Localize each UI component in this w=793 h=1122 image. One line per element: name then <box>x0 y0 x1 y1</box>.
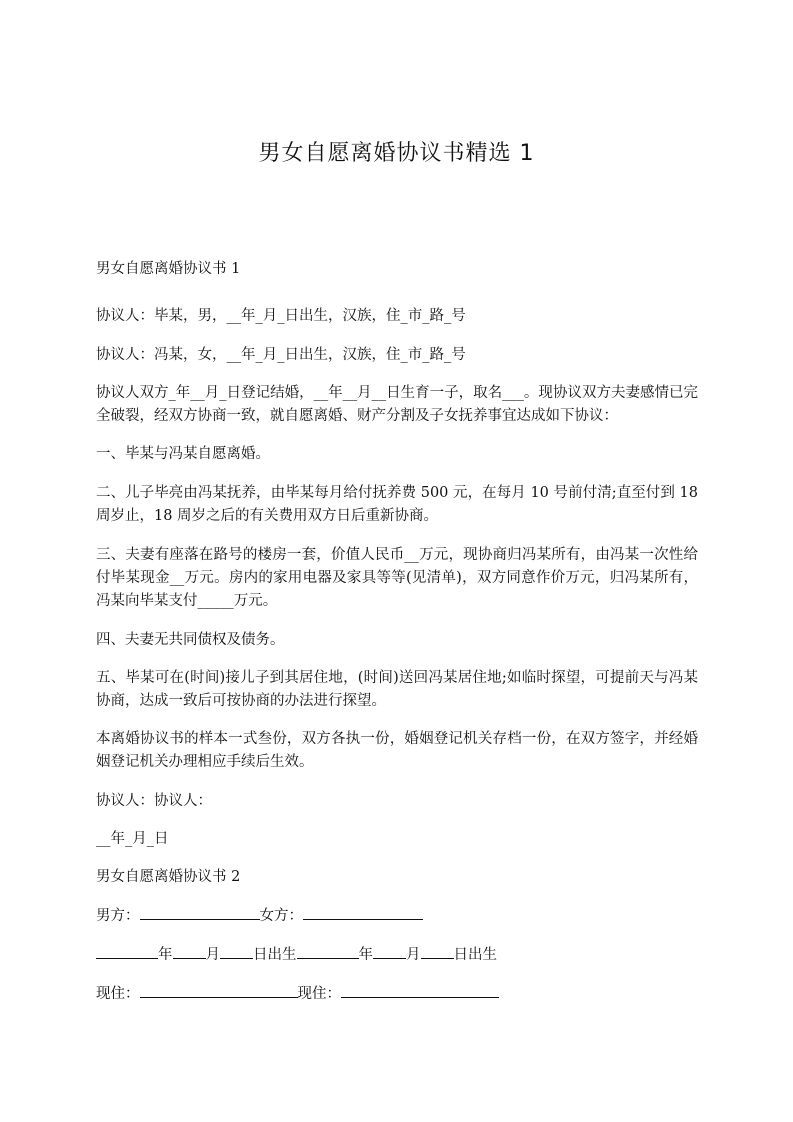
birthdates-form-line <box>96 944 698 967</box>
man-birth-year-blank <box>96 944 158 959</box>
section-heading-2: 男女自愿离婚协议书 2 <box>96 869 241 885</box>
month-label: 月 <box>205 947 220 963</box>
preamble-paragraph: 协议人双方_年__月_日登记结婚，__年__月__日生育一子，取名___。现协议双方夫妻感情已完全破裂，经双方协商一致，就自愿离婚、财产分割及子女抚养事宜达成如下协议： <box>96 385 698 424</box>
month-label: 月 <box>406 947 421 963</box>
clause-1: 一、毕某与冯某自愿离婚。 <box>96 446 270 462</box>
woman-label: 女方： <box>259 908 303 924</box>
woman-birth-year-blank <box>297 944 359 959</box>
man-birth-day-blank <box>220 944 253 959</box>
woman-birth-month-blank <box>373 944 406 959</box>
date-line: __年_月_日 <box>96 831 169 847</box>
clause-4: 四、夫妻无共同债权及债务。 <box>96 632 285 648</box>
woman-residence-label: 现住： <box>297 986 341 1002</box>
party-line-1: 协议人：毕某，男，__年_月_日出生，汉族，住_市_路_号 <box>96 308 466 324</box>
woman-residence-blank <box>341 983 499 998</box>
document-title: 男女自愿离婚协议书精选 1 <box>258 141 535 166</box>
born-label: 日出生 <box>453 947 497 963</box>
man-name-blank <box>140 905 260 920</box>
born-label: 日出生 <box>253 947 297 963</box>
man-residence-blank <box>140 983 298 998</box>
clause-5: 五、毕某可在(时间)接儿子到其居住地，(时间)送回冯某居住地;如临时探望，可提前天与冯某协商，达成一致后可按协商的办法进行探望。 <box>96 670 698 709</box>
man-label: 男方： <box>96 908 140 924</box>
man-birth-month-blank <box>173 944 206 959</box>
year-label: 年 <box>158 947 173 963</box>
parties-form-line <box>96 905 698 928</box>
section-heading-1: 男女自愿离婚协议书 1 <box>96 261 241 277</box>
clause-2: 二、儿子毕亮由冯某抚养，由毕某每月给付抚养费 500 元，在每月 10 号前付清;直至付到 18 周岁止，18 周岁之后的有关费用双方日后重新协商。 <box>96 485 698 524</box>
residence-form-line <box>96 983 698 1006</box>
woman-birth-day-blank <box>421 944 454 959</box>
man-residence-label: 现住： <box>96 986 140 1002</box>
signature-line: 协议人：协议人： <box>96 793 212 809</box>
effectiveness-paragraph: 本离婚协议书的样本一式叁份，双方各执一份，婚姻登记机关存档一份，在双方签字，并经婚姻登记机关办理相应手续后生效。 <box>96 731 698 770</box>
party-line-2: 协议人：冯某，女，__年_月_日出生，汉族，住_市_路_号 <box>96 347 466 363</box>
clause-3: 三、夫妻有座落在路号的楼房一套，价值人民币__万元，现协商归冯某所有，由冯某一次性给付毕某现金__万元。房内的家用电器及家具等等(见清单)，双方同意作价万元，归冯某所有，冯某向毕某支付_____万元。 <box>96 547 698 609</box>
year-label: 年 <box>358 947 373 963</box>
woman-name-blank <box>303 905 423 920</box>
document-body <box>96 258 698 1006</box>
